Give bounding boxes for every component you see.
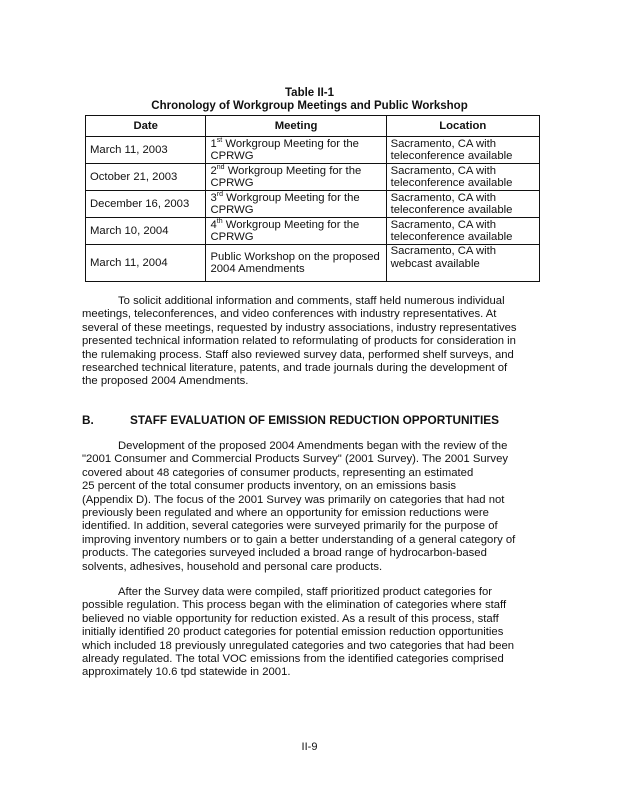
meeting-text: Workgroup Meeting for the CPRWG (210, 137, 359, 162)
cell-meeting (206, 164, 386, 191)
cell-meeting: Public Workshop on the proposed 2004 Amendments (206, 245, 386, 282)
section-heading (82, 413, 499, 427)
text-line: previously been regulated and where an opportunity for emission reductions were (82, 507, 489, 520)
header-date: Date (86, 116, 206, 137)
cell-date: March 11, 2004 (86, 245, 206, 282)
text-line: researched technical literature, patents, and trade journals during the development of (82, 362, 508, 375)
text-line: approximately 10.6 tpd statewide in 2001. (82, 666, 291, 679)
meeting-text: Workgroup Meeting for the CPRWG (210, 191, 360, 216)
text-line: improving inventory numbers or to gain a better understanding of a general category of (82, 533, 516, 546)
table-row (86, 137, 540, 164)
table-label: Table II-1 (285, 87, 334, 99)
meeting-text: Workgroup Meeting for the CPRWG (210, 164, 362, 189)
table-row (86, 218, 540, 245)
text-line: which included 18 previously unregulated categories and two categories that had been (82, 639, 515, 652)
meeting-text: Workgroup Meeting for the CPRWG (210, 218, 360, 243)
cell-date: December 16, 2003 (86, 191, 206, 218)
header-meeting: Meeting (206, 116, 386, 137)
text-line: already regulated. The total VOC emissions from the identified categories comprised (82, 653, 504, 666)
paragraph-outreach (82, 295, 552, 389)
paragraph-survey (82, 440, 552, 574)
text-line: believed no viable opportunity for reduction existed. As a result of this process, staff (82, 612, 499, 625)
ordinal: 4 (210, 218, 217, 231)
cell-location: Sacramento, CA with webcast available (386, 245, 539, 282)
cell-location: Sacramento, CA with teleconference available (386, 137, 539, 164)
text-line: "2001 Consumer and Commercial Products Survey" (2001 Survey). The 2001 Survey (82, 453, 508, 466)
header-location: Location (386, 116, 539, 137)
text-line: meetings, teleconferences, and video conferences with industry representatives. At (82, 308, 497, 321)
ordinal-suffix: th (216, 217, 223, 225)
cell-meeting (206, 218, 386, 245)
text-line: (Appendix D). The focus of the 2001 Survey was primarily on categories that had not (82, 493, 505, 506)
cell-location: Sacramento, CA with teleconference available (386, 164, 539, 191)
chronology-table (85, 115, 540, 282)
text-line: After the Survey data were compiled, staff prioritized product categories for (118, 586, 493, 598)
ordinal: 3 (210, 191, 217, 204)
table-row (86, 191, 540, 218)
cell-meeting (206, 191, 386, 218)
ordinal-suffix: st (216, 136, 223, 144)
section-label: B. (82, 413, 94, 427)
table-header-row (86, 116, 540, 137)
cell-date: March 11, 2003 (86, 137, 206, 164)
ordinal: 1 (210, 137, 217, 150)
text-line: the proposed 2004 Amendments. (82, 375, 249, 388)
table-title: Chronology of Workgroup Meetings and Public Workshop (151, 100, 468, 112)
text-line: products. The categories surveyed included a broad range of hydrocarbon-based (82, 547, 487, 560)
text-line: solvents, adhesives, household and personal care products. (82, 560, 383, 573)
text-line: the rulemaking process. Staff also reviewed survey data, performed shelf surveys, and (82, 348, 514, 361)
section-title: STAFF EVALUATION OF EMISSION REDUCTION OPPORTUNITIES (130, 413, 499, 427)
cell-location: Sacramento, CA with teleconference available (386, 218, 539, 245)
text-line: To solicit additional information and comments, staff held numerous individual (118, 295, 505, 307)
text-line: initially identified 20 product categories for potential emission reduction opportunities (82, 626, 504, 639)
cell-date: October 21, 2003 (86, 164, 206, 191)
ordinal: 2 (210, 164, 217, 177)
text-line: Development of the proposed 2004 Amendments began with the review of the (118, 440, 508, 452)
text-line: possible regulation. This process began with the elimination of categories where staff (82, 599, 507, 612)
text-line: identified. In addition, several categories were surveyed primarily for the purpose of (82, 520, 498, 533)
cell-location: Sacramento, CA with teleconference available (386, 191, 539, 218)
ordinal-suffix: nd (216, 163, 225, 171)
page-number: II-9 (301, 741, 318, 753)
text-line: several of these meetings, requested by industry associations, industry representatives (82, 321, 517, 334)
text-line: presented technical information related to reformulating of products for consideration in (82, 335, 516, 348)
cell-date: March 10, 2004 (86, 218, 206, 245)
text-line: 25 percent of the total consumer products inventory, on an emissions basis (82, 480, 457, 493)
ordinal-suffix: rd (216, 190, 224, 198)
text-line: covered about 48 categories of consumer products, representing an estimated (82, 466, 474, 479)
table-row (86, 245, 540, 282)
paragraph-prioritization (82, 586, 552, 680)
table-row (86, 164, 540, 191)
cell-meeting (206, 137, 386, 164)
